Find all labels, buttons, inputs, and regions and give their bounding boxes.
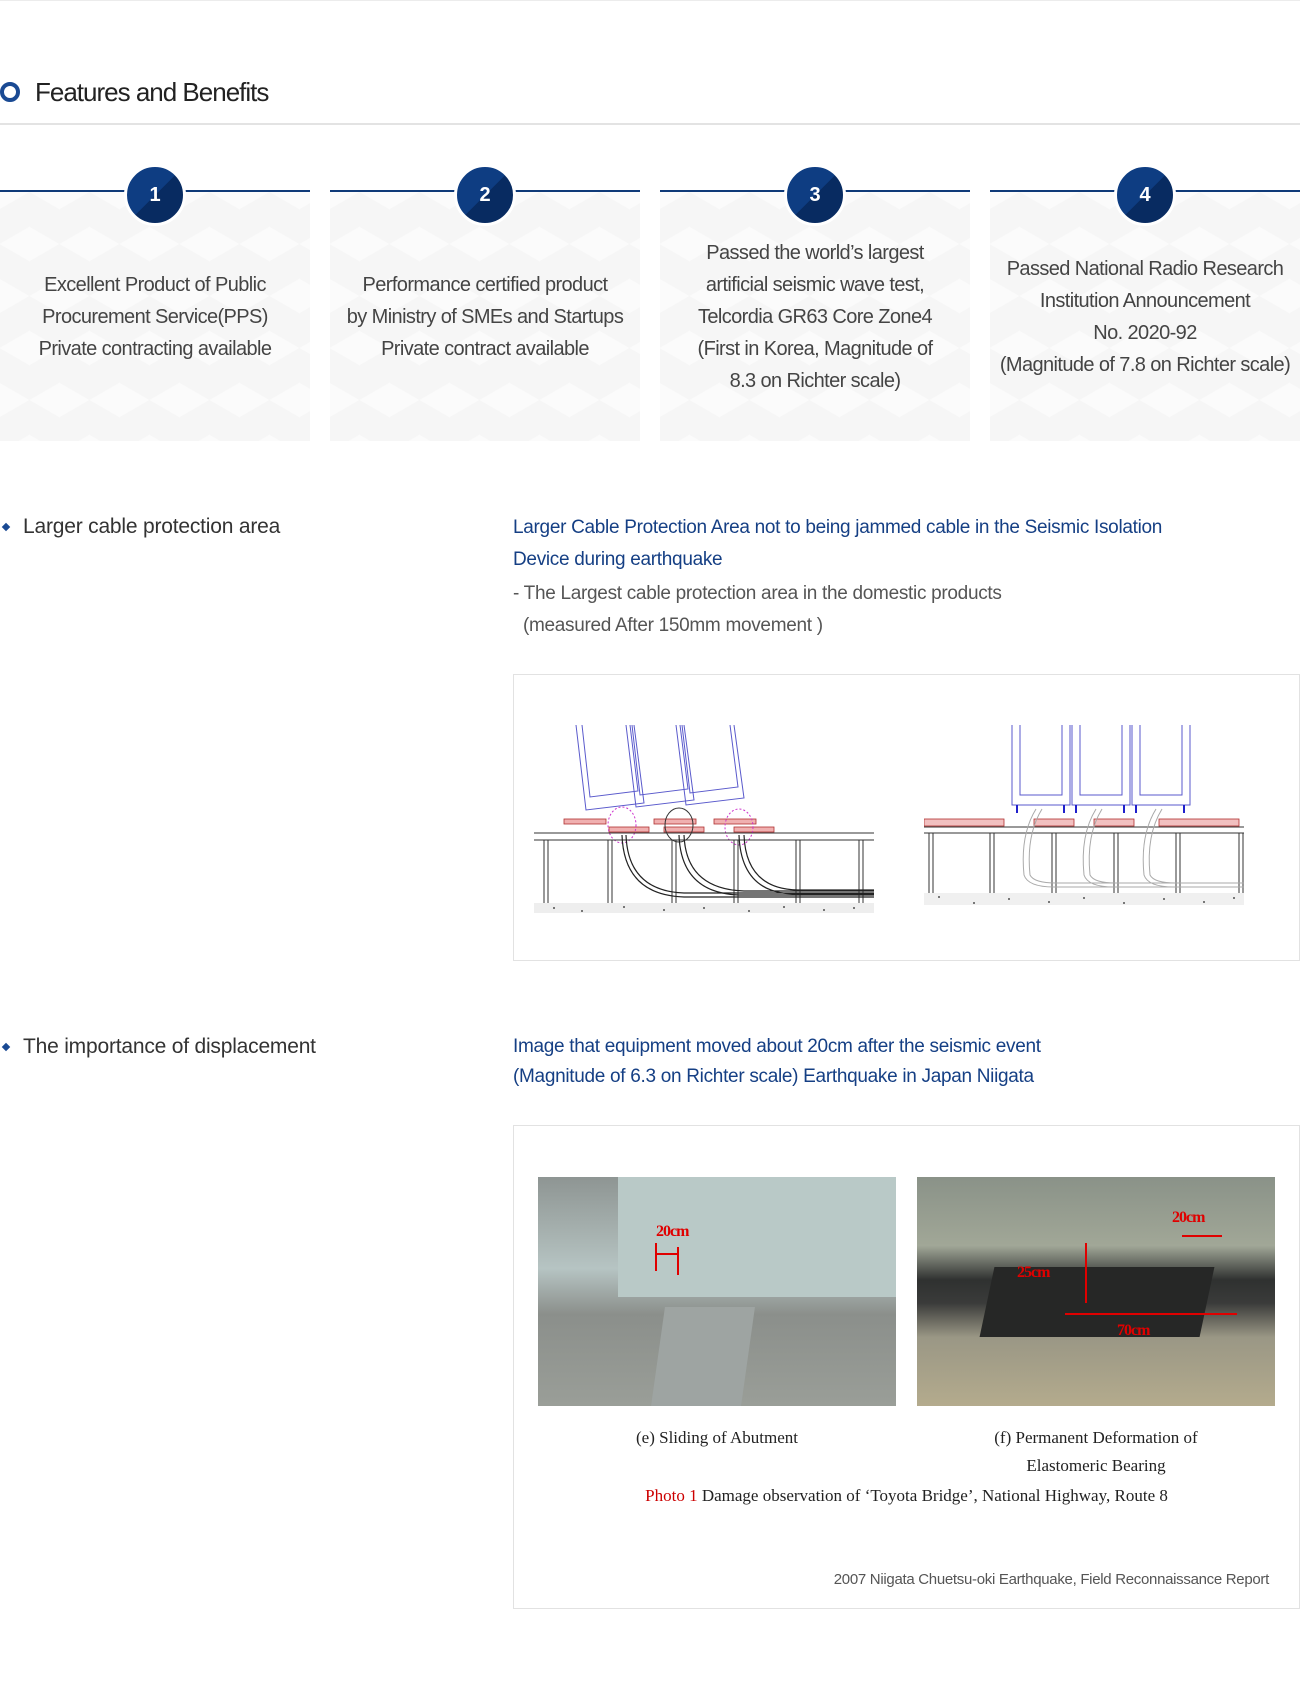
displacement-label — [0, 1035, 316, 1059]
feature-text-line: Passed the world’s largest — [706, 241, 924, 264]
row-label-text: Larger cable protection area — [23, 515, 281, 538]
photo-number: Photo 1 — [645, 1486, 698, 1505]
upright-rack — [1132, 725, 1190, 805]
upright-racks-protected-cables-diagram — [924, 725, 1274, 915]
feature-text — [330, 192, 640, 441]
feature-number-badge: 2 — [454, 164, 516, 226]
elastomeric-bearing-photo — [917, 1177, 1275, 1406]
feature-text-line: (First in Korea, Magnitude of — [697, 337, 933, 360]
section-title: Features and Benefits — [35, 76, 269, 107]
feature-text-line: (Magnitude of 7.8 on Richter scale) — [999, 353, 1291, 376]
caption-line: (f) Permanent Deformation of — [994, 1428, 1198, 1447]
row-label-text: The importance of displacement — [23, 1035, 316, 1058]
top-rule — [0, 0, 1300, 1]
measurement-arrow — [1085, 1243, 1087, 1303]
tilted-rack — [676, 725, 744, 805]
displacement-description — [513, 1032, 1300, 1092]
headline-line: Device during earthquake — [513, 549, 723, 570]
section-divider — [0, 123, 1300, 125]
feature-text — [0, 192, 310, 441]
feature-text-line: Telcordia GR63 Core Zone4 — [697, 305, 932, 328]
feature-text-line: Passed National Radio Research — [1006, 257, 1284, 280]
feature-cards — [0, 150, 1300, 442]
feature-text-line: Private contracting available — [38, 337, 272, 360]
photo-title — [514, 1486, 1299, 1506]
detail-line: (measured After 150mm movement ) — [513, 615, 823, 636]
measurement-label: 20cm — [656, 1223, 689, 1240]
photo-caption-e — [538, 1424, 896, 1452]
measurement-arrow — [1065, 1313, 1237, 1315]
feature-text — [990, 192, 1300, 441]
feature-text-line: Institution Announcement — [1039, 289, 1251, 312]
measurement-tick — [677, 1247, 679, 1275]
feature-text-line: Excellent Product of Public — [44, 273, 266, 296]
feature-text-line: artificial seismic wave test, — [705, 273, 925, 296]
diamond-bullet-icon — [2, 1043, 10, 1051]
measurement-arrow — [1182, 1235, 1222, 1237]
feature-text-line: Procurement Service(PPS) — [42, 305, 268, 328]
caption-line: Elastomeric Bearing — [1026, 1456, 1166, 1475]
feature-text-line: 8.3 on Richter scale) — [729, 369, 901, 392]
feature-text-line: No. 2020-92 — [1093, 321, 1197, 344]
measurement-label: 20cm — [1172, 1209, 1205, 1226]
headline-line: Image that equipment moved about 20cm after the seismic event — [513, 1036, 1041, 1057]
feature-number-badge: 3 — [784, 164, 846, 226]
caption-line: (e) Sliding of Abutment — [636, 1428, 798, 1447]
feature-text — [660, 192, 970, 441]
earthquake-photo-box — [513, 1125, 1300, 1609]
feature-number-badge: 1 — [124, 164, 186, 226]
cable-diagram-box — [513, 674, 1300, 961]
sliding-abutment-photo — [538, 1177, 896, 1406]
measurement-tick — [655, 1243, 657, 1271]
upright-rack — [1012, 725, 1070, 805]
feature-number-badge: 4 — [1114, 164, 1176, 226]
photo-caption-f — [917, 1424, 1275, 1480]
feature-text-line: by Ministry of SMEs and Startups — [346, 305, 624, 328]
headline-line: Larger Cable Protection Area not to being jammed cable in the Seismic Isolation — [513, 517, 1163, 538]
upright-rack — [1072, 725, 1130, 805]
cable-area-description — [513, 512, 1300, 642]
feature-text-line: Performance certified product — [362, 273, 608, 296]
tilted-racks-jammed-cables-diagram — [534, 725, 884, 915]
photo-title-text: Damage observation of ‘Toyota Bridge’, National Highway, Route 8 — [697, 1486, 1168, 1505]
feature-text-line: Private contract available — [381, 337, 589, 360]
source-citation: 2007 Niigata Chuetsu-oki Earthquake, Field Reconnaissance Report — [833, 1571, 1269, 1588]
section-heading — [0, 72, 268, 112]
ring-bullet-icon — [0, 82, 20, 102]
detail-line: - The Largest cable protection area in the domestic products — [513, 583, 1002, 604]
measurement-label: 25cm — [1017, 1264, 1050, 1281]
measurement-label: 70cm — [1117, 1322, 1150, 1339]
diamond-bullet-icon — [2, 523, 10, 531]
headline-line: (Magnitude of 6.3 on Richter scale) Earthquake in Japan Niigata — [513, 1066, 1034, 1087]
measurement-arrow — [656, 1253, 678, 1255]
cable-area-label — [0, 515, 280, 539]
